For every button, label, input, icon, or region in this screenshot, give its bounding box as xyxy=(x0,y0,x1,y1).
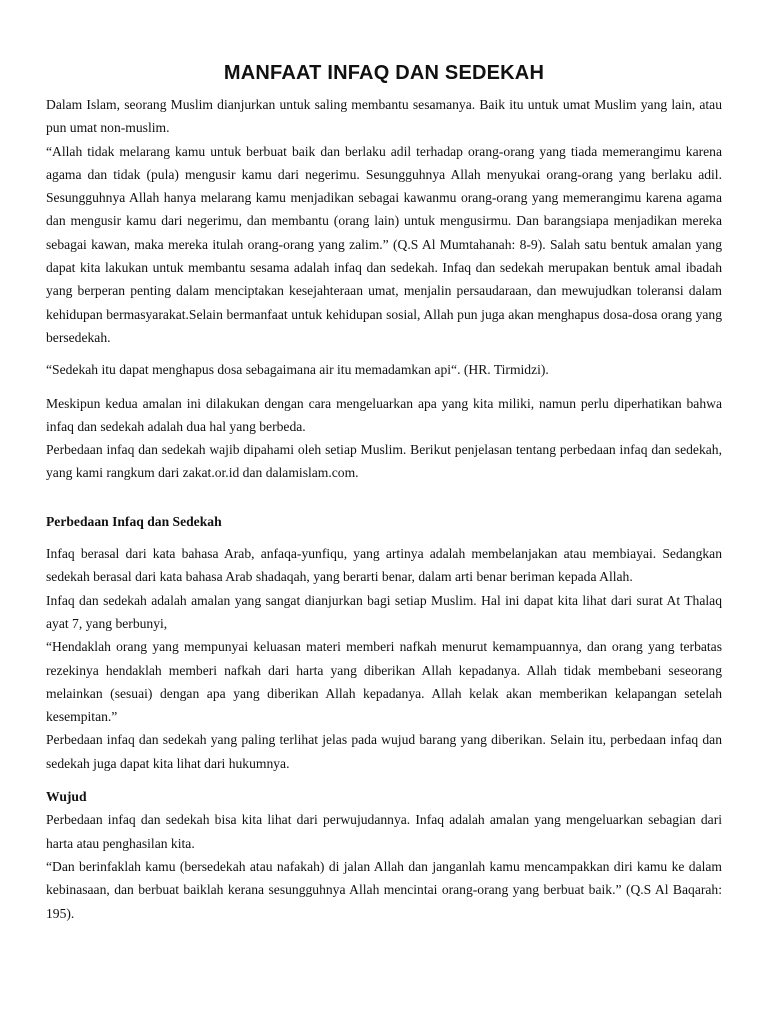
paragraph-quote-tirmidzi: “Sedekah itu dapat menghapus dosa sebagaimana air itu memadamkan api“. (HR. Tirmidzi). xyxy=(46,362,549,378)
paragraph-main-difference: Perbedaan infaq dan sedekah yang paling terlihat jelas pada wujud barang yang diberikan. Selain itu, perbedaan infaq dan sedekah juga dapat kita lihat dari hukumnya. xyxy=(46,732,722,771)
paragraph-difference-note: Meskipun kedua amalan ini dilakukan dengan cara mengeluarkan apa yang kita miliki, namun perlu diperhatikan bahwa infaq dan sedekah adalah dua hal yang berbeda. xyxy=(46,395,722,434)
section-heading-wujud: Wujud xyxy=(46,789,87,805)
paragraph-sources: Perbedaan infaq dan sedekah wajib dipahami oleh setiap Muslim. Berikut penjelasan tentang perbedaan infaq dan sedekah, yang kami rangkum dari zakat.or.id dan dalamislam.com. xyxy=(46,442,722,481)
paragraph-wujud: Perbedaan infaq dan sedekah bisa kita lihat dari perwujudannya. Infaq adalah amalan yang mengeluarkan sebagian dari harta atau penghasilan kita. xyxy=(46,812,722,851)
paragraph-etymology: Infaq berasal dari kata bahasa Arab, anfaqa-yunfiqu, yang artinya adalah membelanjakan atau membiayai. Sedangkan sedekah berasal dari kata bahasa Arab shadaqah, yang berarti benar, dalam arti benar beriman kepada Allah. xyxy=(46,546,722,585)
paragraph-at-thalaq: Infaq dan sedekah adalah amalan yang sangat dianjurkan bagi setiap Muslim. Hal ini dapat kita lihat dari surat At Thalaq ayat 7, yang berbunyi, xyxy=(46,592,722,631)
paragraph-quote-mumtahanah: “Allah tidak melarang kamu untuk berbuat baik dan berlaku adil terhadap orang-orang yang tiada memerangimu karena agama dan tidak (pula) mengusir kamu dari negerimu. Sesungguhnya Allah menyukai orang-orang yang berlaku adil. Sesungguhnya Allah hanya melarang kamu menjadikan sebagai kawanmu orang-orang yang memerangimu karena agama dan mengusir kamu dari negerimu, dan membantu (orang lain) untuk mengusirmu. Dan barangsiapa menjadikan mereka sebagai kawan, maka mereka itulah orang-orang yang zalim.” (Q.S Al Mumtahanah: 8-9). Salah satu bentuk amalan yang dapat kita lakukan untuk membantu sesama adalah infaq dan sedekah. Infaq dan sedekah merupakan bentuk amal ibadah yang berperan penting dalam menciptakan kesejahteraan umat, menjalin persaudaraan, dan mewujudkan toleransi dalam kehidupan bermasyarakat.Selain bermanfaat untuk kehidupan sosial, Allah pun juga akan menghapus dosa-dosa orang yang bersedekah. xyxy=(46,143,722,345)
paragraph-quote-thalaq: “Hendaklah orang yang mempunyai keluasan materi memberi nafkah menurut kemampuannya, dan orang yang terbatas rezekinya hendaklah memberi nafkah dari harta yang diberikan Allah kepadanya. Allah tidak membebani seseorang melainkan (sesuai) dengan apa yang diberikan Allah kepadanya. Allah kelak akan memberikan kelapangan setelah kesempitan.” xyxy=(46,639,722,725)
paragraph-quote-baqarah: “Dan berinfaklah kamu (bersedekah atau nafakah) di jalan Allah dan janganlah kamu mencampakkan diri kamu ke dalam kebinasaan, dan berbuat baiklah kerana sesungguhnya Allah mencintai orang-orang yang berbuat baik.” (Q.S Al Baqarah: 195). xyxy=(46,858,722,921)
paragraph-intro: Dalam Islam, seorang Muslim dianjurkan untuk saling membantu sesamanya. Baik itu untuk umat Muslim yang lain, atau pun umat non-muslim. xyxy=(46,97,722,136)
section-heading-perbedaan: Perbedaan Infaq dan Sedekah xyxy=(46,513,222,529)
document-title: MANFAAT INFAQ DAN SEDEKAH xyxy=(223,62,545,84)
